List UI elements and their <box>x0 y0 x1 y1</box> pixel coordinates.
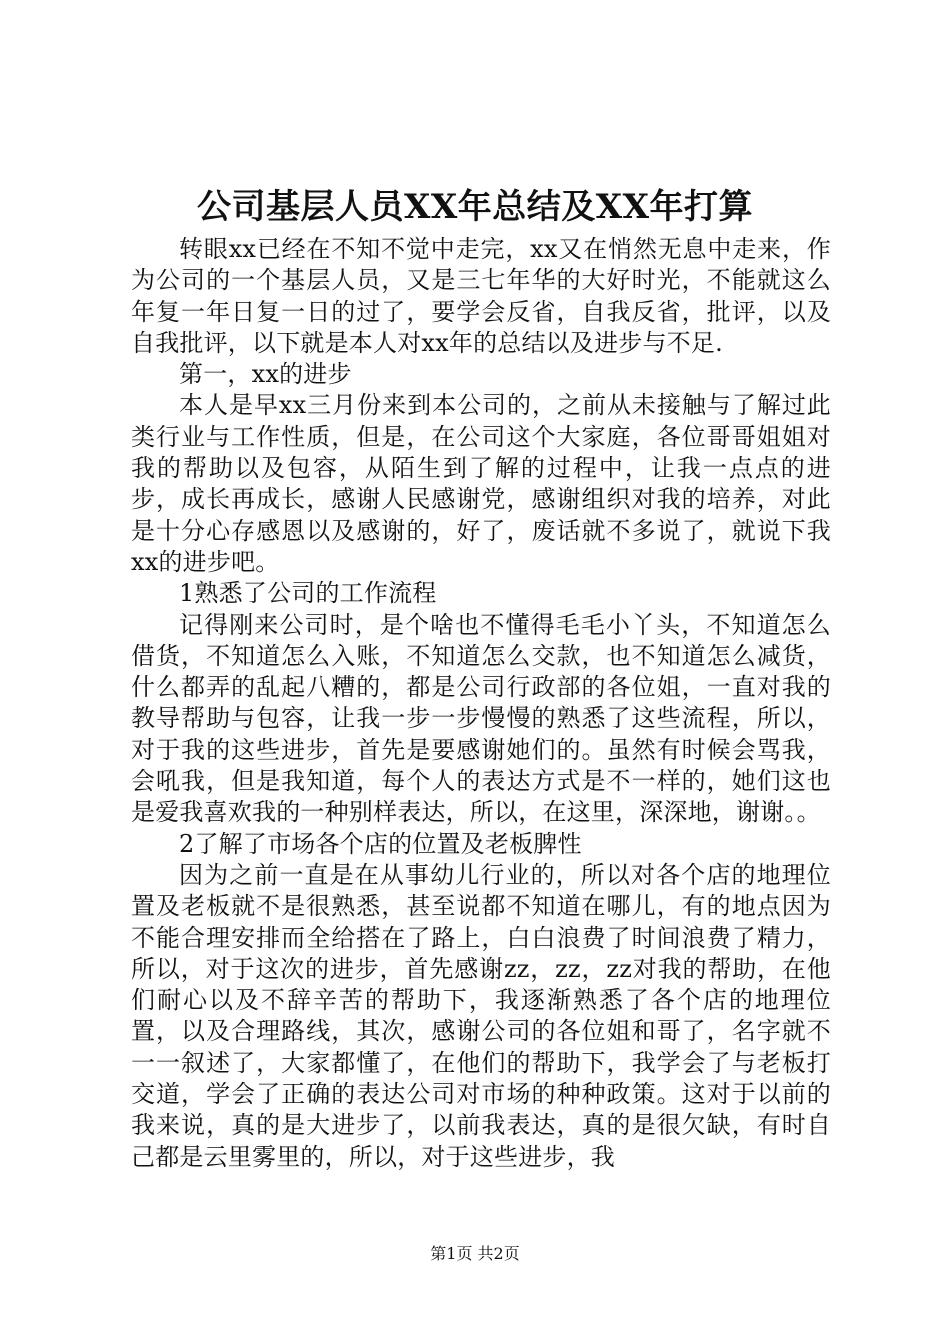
document-title: 公司基层人员XX年总结及XX年打算 <box>196 187 754 227</box>
workflow-paragraph: 记得刚来公司时，是个啥也不懂得毛毛小丫头，不知道怎么借货，不知道怎么入账，不知道怎么交款，也不知道怎么减货，什么都弄的乱起八糟的，都是公司行政部的各位姐，一直对我的教导帮助与包容，让我一步一步慢慢的熟悉了这些流程，所以，对于我的这些进步，首先是要感谢她们的。虽然有时候会骂我，会吼我，但是我知道，每个人的表达方式是不一样的，她们这也是爱我喜欢我的一种别样表达，所以，在这里，深深地，谢谢。。 <box>131 610 831 827</box>
subsection-heading-market: 2了解了市场各个店的位置及老板脾性 <box>179 829 582 858</box>
section-heading-progress: 第一，xx的进步 <box>179 360 352 389</box>
market-paragraph: 因为之前一直是在从事幼儿行业的，所以对各个店的地理位置及老板就不是很熟悉，甚至说都不知道在哪儿，有的地点因为不能合理安排而全给搭在了路上，白白浪费了时间浪费了精力，所以，对于这次的进步，首先感谢zz，zz，zz对我的帮助，在他们耐心以及不辞辛苦的帮助下，我逐渐熟悉了各个店的地理位置，以及合理路线，其次，感谢公司的各位姐和哥了，名字就不一一叙述了，大家都懂了，在他们的帮助下，我学会了与老板打交道，学会了正确的表达公司对市场的种种政策。这对于以前的我来说，真的是大进步了，以前我表达，真的是很欠缺，有时自己都是云里雾里的，所以，对于这些进步，我 <box>131 860 831 1171</box>
subsection-heading-workflow: 1熟悉了公司的工作流程 <box>179 579 437 608</box>
document-body <box>131 234 831 1173</box>
progress-paragraph: 本人是早xx三月份来到本公司的，之前从未接触与了解过此类行业与工作性质，但是，在公司这个大家庭，各位哥哥姐姐对我的帮助以及包容，从陌生到了解的过程中，让我一点点的进步，成长再成长，感谢人民感谢党，感谢组织对我的培养，对此是十分心存感恩以及感谢的，好了，废话就不多说了，就说下我xx的进步吧。 <box>131 391 831 576</box>
intro-paragraph: 转眼xx已经在不知不觉中走完，xx又在悄然无息中走来，作为公司的一个基层人员，又是三七年华的大好时光，不能就这么年复一年日复一日的过了，要学会反省，自我反省，批评，以及自我批评，以下就是本人对xx年的总结以及进步与不足. <box>131 235 831 357</box>
page-footer: 第1页 共2页 <box>430 1244 520 1263</box>
